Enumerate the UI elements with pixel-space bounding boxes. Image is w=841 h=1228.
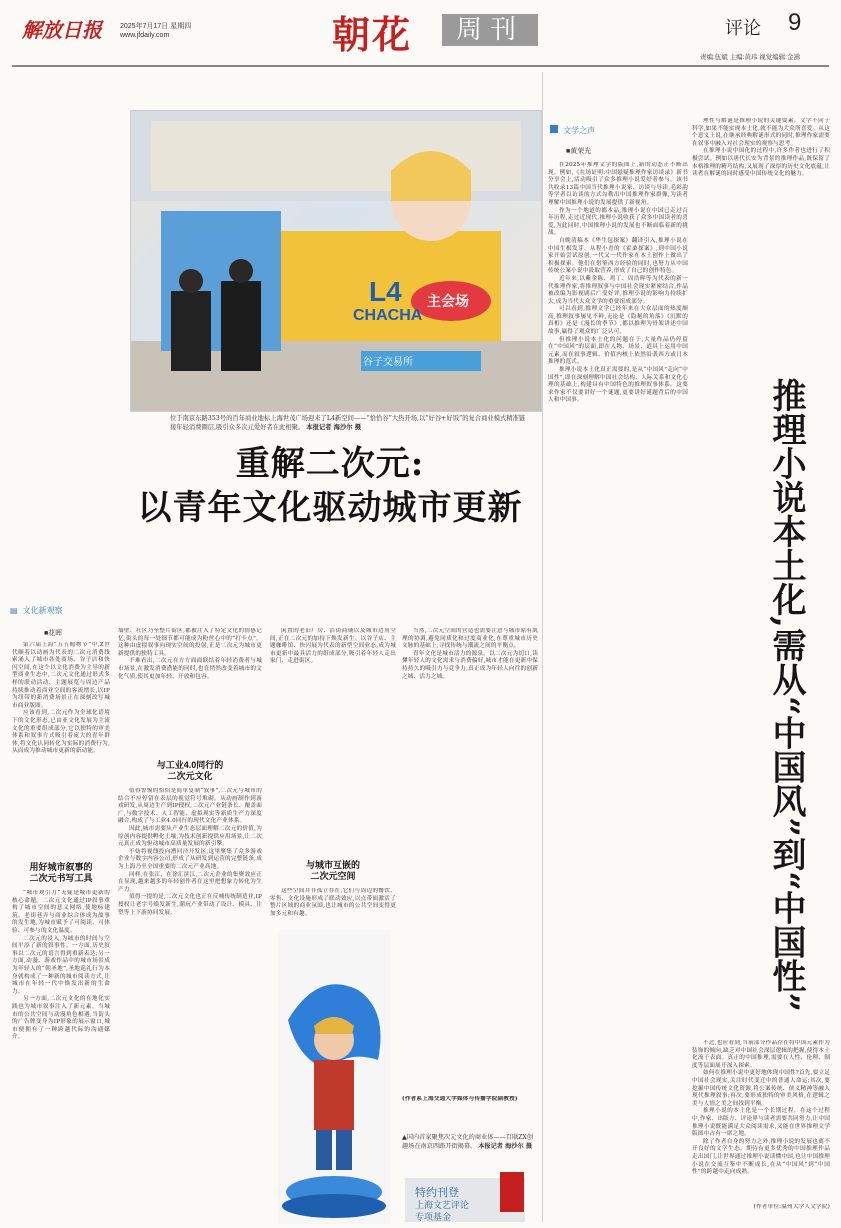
column-divider bbox=[542, 72, 543, 1222]
vertical-headline: 推理小说本土化,需从“中国风”到“中国性” bbox=[766, 377, 806, 1013]
paragraph: 二次元的浸入,为城市的时间与空间平添了新的叙事性。一方面,历史叙事以二次元的语言得到重新表达;另一方面,动漫、游戏作品中的城市场景成为年轻人的“朝圣地”,圣地巡礼行为本身就构成了一种新的城市阅读方式,让城市在年轻一代中焕发出新的生命力。 bbox=[12, 935, 110, 995]
photo-scene bbox=[131, 111, 542, 412]
paragraph: 墙壁、社区乃至整片街区,都被注入了特定文化的情感记忆,街头的每一处细节都可能成为粉丝心中的“打卡点”。这种由虚拟叙事向现实空间的投射,正是二次元为城市更新提供的独特工具。 bbox=[118, 628, 262, 657]
supplement-box-label: 周刊 bbox=[442, 14, 538, 46]
newspaper-url[interactable]: www.jfdaily.com bbox=[120, 32, 170, 39]
subhead-1-line-2: 二次元书写工具 bbox=[29, 873, 93, 883]
supplement-title: 朝花 bbox=[332, 12, 413, 57]
author-bio: (作者系上海交通大学媒体与传播学院副教授) bbox=[402, 1096, 518, 1102]
left-col2-text-2 bbox=[118, 788, 262, 1218]
sponsor-name-line2: 专项基金 bbox=[415, 1213, 452, 1223]
photo-caption bbox=[170, 414, 530, 432]
banner-l4: L4 bbox=[369, 276, 402, 307]
left-col3-text-2 bbox=[270, 888, 396, 928]
figurine-scene bbox=[278, 930, 390, 1224]
paragraph: 值得一提的是,二次元文化也正在反哺传统制造业,IP授权让老字号焕发新生,潮玩产业带动了设计、模具、注塑等上下游协同发展。 bbox=[118, 894, 262, 916]
paragraph: 推理小说本土化真正需要的,是从“中国风”走向“中国性”,即在深刻理解中国社会结构、人际关系和文化心理的基础上,构建具有中国特色的推理叙事体系。这要求作家不仅要讲好一个谜题,更要讲好谜题背后的中国人和中国事。 bbox=[548, 367, 688, 404]
figurine-caption bbox=[402, 1134, 538, 1151]
section-name: 评论 bbox=[725, 18, 761, 38]
paragraph: 因此,城市需要从产业生态层面理解二次元的价值,为原创内容提供孵化土壤,为技术创新提供应用场景,让二次元真正成为驱动城市高质量发展的新引擎。 bbox=[118, 825, 262, 848]
caption-text: 位于南京东路353号的百年商业地标上海世茂广场迎来了L4新空间——“恰恰谷”大热开场,以“好谷+好饭”的复合商业模式精准链接年轻消费圈层,吸引众多次元爱好者在此相聚。 bbox=[170, 415, 526, 431]
paragraph: 理性与解谜是推理小说的关键要素。文学不同于科学,如果不能实现本土化,就不能为大众所喜爱。从这个意义上说,在继承经典解谜形式的同时,推理作家需要在叙事中融入对社会现实的观察与思考。 bbox=[692, 118, 830, 147]
sponsor-name-line1: 上海文艺评论 bbox=[415, 1201, 470, 1211]
headline-line-2: 以青年文化驱动城市更新 bbox=[137, 488, 523, 528]
right-author: ■黄荣光 bbox=[566, 148, 592, 155]
paragraph: 作为一个地道的都本品,推理小说在中国已走过百年历程,走过近现代,推理小说收获了众多中国读者的喜爱,为此同时,中国推理小说的发展也不断面临着新的挑战。 bbox=[548, 207, 688, 237]
paragraph: 自晚清稿本《华生包探案》翻译引入,推理小说在中国生根发芽。从程小青的《霍桑探案》,到中国小说家开始尝试原创,一代又一代作家在本土创作上做出了积极探索。他们在借鉴西方经验的同时,也努力从中国传统公案小说中汲取营养,形成了自己的创作特色。 bbox=[548, 237, 688, 275]
seal-stamp bbox=[500, 1172, 524, 1212]
left-col1-text-2 bbox=[12, 890, 110, 1220]
main-venue-sign: 主会场 bbox=[427, 294, 469, 310]
paragraph: “城市观引力”无疑是城市更新的核心命题。二次元文化通过IP叙事重构了城市空间的意义网络,使地标建筑、老街巷弄与商业综合体成为故事的发生地,为城市赋予了可阅读、可体验、可参与的文化温度。 bbox=[12, 890, 110, 934]
right-col1-text bbox=[548, 162, 688, 1222]
subhead-3-line-2: 二次元空间 bbox=[310, 871, 356, 881]
right-author-bio: (作者单位:温州大学人文学院) bbox=[753, 1204, 830, 1210]
subhead-2-line-2: 二次元文化 bbox=[167, 771, 213, 781]
paragraph: 近年来,以紫金陈、鸡丁、周浩晖等为代表的新一代推理作家,将推理叙事与中国社会现实紧密结合,作品被改编为影视剧后广受好评,推理小说的影响力持续扩大,成为当代大众文学的重要组成部分。 bbox=[548, 275, 688, 305]
tag-square-icon bbox=[550, 125, 558, 133]
paragraph: 不妨将视线投向漕河泾开发区,这里聚集了众多游戏企业与数字内容公司,形成了从研发到运营的完整链条,成为上海乃至全国重要的二次元产业高地。 bbox=[118, 848, 262, 870]
paragraph: 不难看出,二次元在方方面面联结着年轻消费者与城市场景,在激发消费潜能的同时,也在悄然改变着城市的文化气质,使其更加年轻、开放和包容。 bbox=[118, 658, 262, 680]
banner-chacha: CHACHA bbox=[353, 307, 423, 324]
editors-line: 责编:伍斌 主编:黄玮 视觉编辑:金沸 bbox=[700, 54, 801, 61]
paragraph: 值得警惕的恰恰是简单复制“叙事”,二次元与城市的结合不应停留在表层的视觉符号堆砌。从动画制作到游戏研发,从周边生产到IP授权,二次元产业链条长、覆盖面广,与数字技术、人工智能、虚拟现实等新质生产力深度融合,构成了与工业4.0同行的现代文化产业体系。 bbox=[118, 788, 262, 825]
paragraph: 如何在推理小说中更好地体现中国性?首先,要立足中国社会现实,关注时代变迁中的普通人命运;其次,要挖掘中国传统文化资源,将公案传统、侠义精神等融入现代推理叙事;再次,要形成独特的审美风格,在逻辑之美与人情之美之间找到平衡。 bbox=[692, 1070, 830, 1107]
paragraph: 但推理小说本土化的问题在于,大量作品仍停留在“中国风”的层面,即在人物、场景、道具上运用中国元素,而在叙事逻辑、价值内核上依然沿袭西方或日本推理的范式。 bbox=[548, 336, 688, 366]
event-photo[interactable] bbox=[130, 110, 542, 412]
headline-line-1: 重解二次元: bbox=[235, 444, 425, 484]
paragraph: 当然,二次元空间的营造也需要注意与城市原有肌理的协调,避免同质化和过度商业化,在尊重城市历史文脉的基础上,寻找传统与潮流之间的平衡点。 bbox=[402, 628, 538, 650]
paragraph: 第六届上海“五五购物节”中,Z世代顺着以动画为代表的二次元消费线索涌入了城市各处商场、谷子店和快闪空间,在这个以文化消费为主导的新型商业生态中,二次元文化通过形式多样的联动活动、主题展览与周边产品持续推动着商业空间的客流增长,以IP为纽带的新消费场景正在深刻改写城市商业版图。 bbox=[12, 642, 110, 709]
goods-exchange-sign: 谷子交易所 bbox=[363, 357, 413, 368]
column-tag-label: 文化新观察 bbox=[22, 606, 63, 615]
paragraph: 闲置的老旧厂房、沿街商铺以及城市边角空间,正在二次元的加持下焕发新生。以谷子店、主题咖啡馆、快闪展为代表的新型空间业态,成为城市更新中最具活力的组成部分,吸引着年轻人走出家门、走进街区。 bbox=[270, 628, 396, 665]
left-col3-text bbox=[270, 628, 396, 833]
paragraph: 推理小说的本土化是一个长期过程。在这个过程中,作家、出版方、评论界与读者需要共同努力,让中国推理小说既能满足大众阅读需求,又能在世界推理文学版图中占有一席之地。 bbox=[692, 1108, 830, 1138]
paragraph: 同样,在张江、在徐汇滨江,二次元企业的集聚效应正在显现,越来越多的年轻创作者在这里把想象力转化为生产力。 bbox=[118, 871, 262, 893]
subhead-1 bbox=[12, 862, 110, 884]
book-icon: ▤ bbox=[10, 606, 18, 615]
paragraph: 这些空间并非孤立存在,它们与周边的餐饮、零售、文化设施形成了联动效应,以点带面激活了整片区域的商业氛围,也让城市的公共空间变得更加多元和有趣。 bbox=[270, 888, 396, 917]
page-number: 9 bbox=[788, 9, 802, 36]
right-col2-text bbox=[692, 118, 830, 338]
left-col2-text bbox=[118, 628, 262, 743]
sponsor-label: 特约刊登 bbox=[415, 1186, 459, 1199]
paragraph: 不过,也应看到,当前部分作品存在将中国元素作为装饰的倾向,缺乏对中国社会深层逻辑的把握,使得本土化流于表面。真正的中国推理,需要在人性、伦理、制度等层面展开深入探索。 bbox=[692, 1040, 830, 1069]
paragraph: 可以看到,推理文学已经年来在大众层面的热度颇高,推理叙事屡见不鲜,无论是《隐秘的角落》《沉默的真相》还是《漫长的季节》,都以推理为骨架讲述中国故事,赢得了观众的广泛认可。 bbox=[548, 306, 688, 336]
figurine-caption-text: ▲国内首家聚焦次元文化的商业体——百联ZX创趣场在南京西路开街揭幕。 bbox=[402, 1134, 534, 1150]
left-author: ■花晖 bbox=[44, 630, 63, 637]
subhead-2-line-1: 与工业4.0同行的 bbox=[156, 760, 224, 770]
header-rule bbox=[12, 65, 829, 67]
figurine-caption-credit: 本报记者 海沙尔 摄 bbox=[478, 1142, 533, 1150]
paragraph: 应该看到,二次元作为全球化语境下的文化形态,已由亚文化发展为主流文化的重要组成部分,它以独特的审美体系和叙事方式吸引着庞大的青年群体,将文化认同转化为实际的消费行为,从而成为推动城市更新的新动能。 bbox=[12, 710, 110, 755]
issue-date: 2025年7月17日 星期四 bbox=[120, 23, 192, 30]
newspaper-logo: 解放日报 bbox=[22, 18, 102, 42]
main-headline bbox=[110, 442, 550, 530]
paragraph: 另一方面,二次元文化的在地化实践也为城市叙事注入了新元素。当城市的公共空间与动漫角色相遇,当街头的广告牌变身为IP形象的展示窗口,城市便拥有了一种跨越代际的沟通媒介。 bbox=[12, 996, 110, 1041]
paragraph: 青年文化是城市活力的源泉。以二次元为切口,读懂年轻人的文化需求与消费偏好,城市才能在更新中保持持久的吸引力与竞争力,真正成为年轻人向往的创新之城、活力之城。 bbox=[402, 650, 538, 680]
caption-credit: 本报记者 海沙尔 摄 bbox=[306, 424, 362, 431]
column-tag bbox=[10, 598, 63, 617]
subhead-2 bbox=[118, 760, 262, 782]
left-col4-text bbox=[402, 628, 538, 946]
subhead-3 bbox=[270, 860, 396, 882]
subhead-1-line-1: 用好城市叙事的 bbox=[29, 862, 93, 872]
right-column-tag-label: 文学之声 bbox=[563, 126, 596, 135]
paragraph: 除了作者自身的努力之外,推理小说的发展也离不开良好的文学生态。期待有更多优秀的中国推理作品走出国门,让世界通过推理小说读懂中国,也让中国推理小说在交流互鉴中不断成长,在从“中国风”到“中国性”的跨越中走向成熟。 bbox=[692, 1138, 830, 1176]
figurine-photo[interactable] bbox=[278, 930, 390, 1224]
right-col2-text-2 bbox=[692, 1040, 830, 1200]
right-column-tag bbox=[550, 118, 630, 137]
subhead-3-line-1: 与城市互嵌的 bbox=[305, 860, 360, 870]
paragraph: 在推理小说中国化的过程中,许多作者也进行了积极尝试。例如以唐代长安为背景的推理作品,既保留了本格推理的精巧结构,又展现了深厚的历史文化底蕴,让读者在解谜的同时感受中国传统文化的魅力。 bbox=[692, 148, 830, 178]
left-col1-text bbox=[12, 642, 110, 820]
paragraph: 在2025年推理文学的版图上,新的动态正不断出现。例如,《在场证明:中国悬疑推理作家访谈录》新书分享会上,活动吸引了众多推理小说爱好者参与。该书共收录13篇中国当代推理小说家、访谈与导读,毛彩韵等学者以访谈的方式勾勒出中国推理作家群像,为读者理解中国推理小说的发展提供了新视角。 bbox=[548, 162, 688, 206]
